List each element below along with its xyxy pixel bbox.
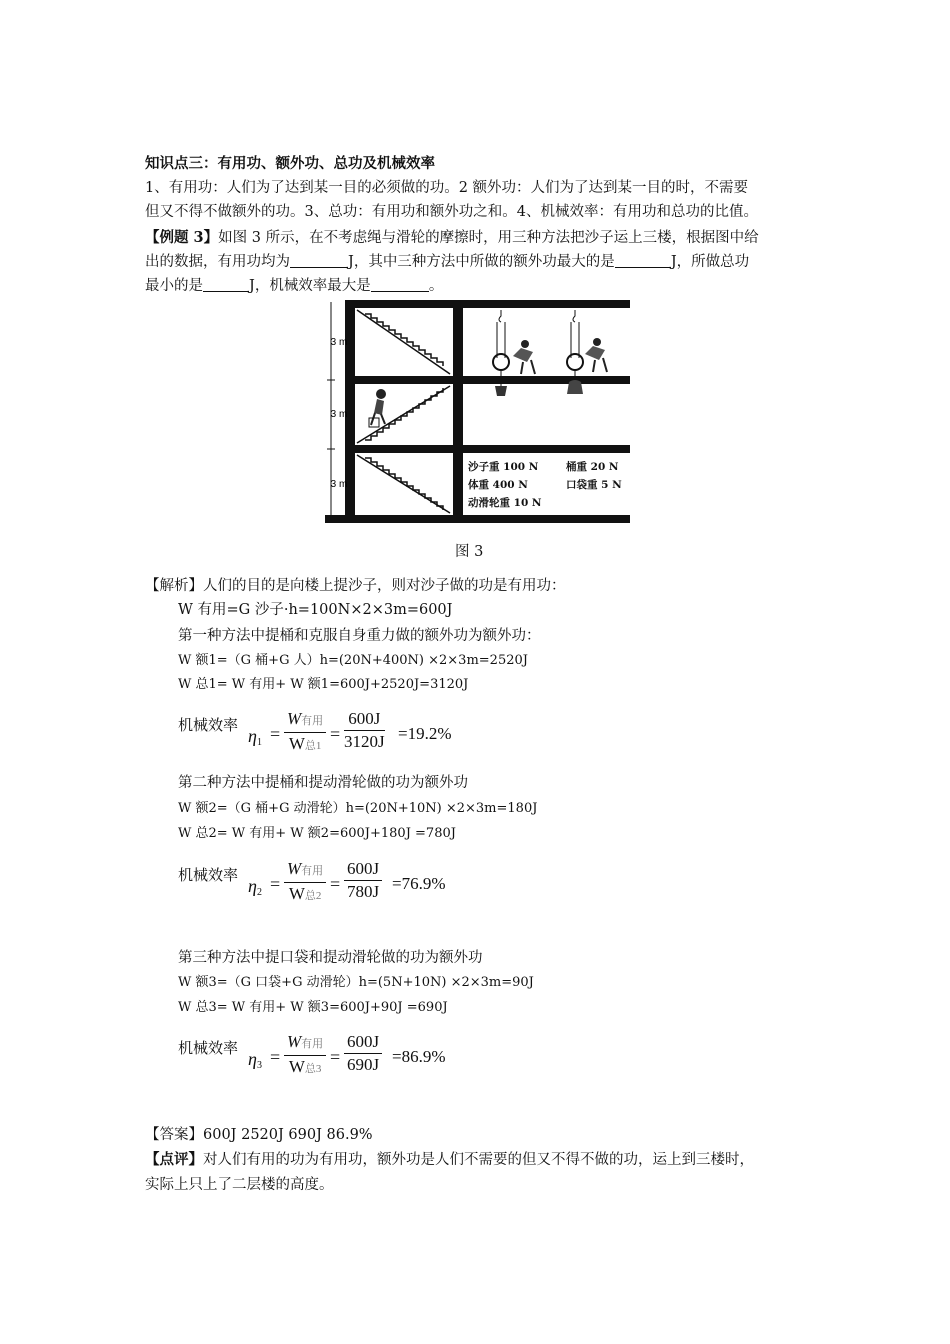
- method-2-extra-work: W 额2=（G 桶+G 动滑轮）h=(20N+10N) ×2×3m=180J: [178, 801, 538, 816]
- floor-3: [345, 376, 630, 384]
- method-1-title: 第一种方法中提桶和克服自身重力做的额外功为额外功：: [178, 628, 541, 644]
- example-line-1: 【例题 3】如图 3 所示，在不考虑绳与滑轮的摩擦时，用三种方法把沙子运上三楼，根据图中给: [145, 229, 759, 246]
- comment-line-1: 【点评】对人们有用的功为有用功，额外功是人们不需要的但又不得不做的功，运上到三楼时，: [145, 1151, 754, 1168]
- answer-line: [145, 1124, 373, 1146]
- efficiency-result-1: =19.2%: [398, 724, 452, 743]
- answer-text: 600J 2520J 690J 86.9%: [203, 1127, 373, 1143]
- comment-tag: 【点评】: [145, 1151, 203, 1168]
- floor-top: [345, 300, 630, 308]
- answer-blank-3: [203, 277, 249, 292]
- method-1-total-work: W 总1= W 有用+ W 额1=600J+2520J=3120J: [178, 677, 469, 692]
- figure-caption: 图 3: [455, 544, 484, 560]
- definition-line-2: 但又不得不做额外的功。3、总功：有用功和额外功之和。4、机械效率：有用功和总功的比值。: [145, 204, 758, 220]
- label-sand-weight: 沙子重 100 N: [468, 461, 539, 473]
- method-3-title: 第三种方法中提口袋和提动滑轮做的功为额外功: [178, 950, 483, 966]
- answer-blank-1: [290, 253, 348, 268]
- answer-blank-2: [615, 253, 671, 268]
- method-2-title: 第二种方法中提桶和提动滑轮做的功为额外功: [178, 775, 468, 791]
- method-1-extra-work: W 额1=（G 桶+G 人）h=(20N+400N) ×2×3m=2520J: [178, 653, 528, 668]
- efficiency-equation-1: 机械效率 η1 = W有用 W总1 = $\frac{600J}{3120J}$ =19.2%: [178, 709, 452, 753]
- person-climbing-figure: [369, 389, 386, 427]
- floor-height-label-1: 3 m: [330, 337, 348, 348]
- answer-blank-4: [371, 277, 429, 292]
- efficiency-result-3: =86.9%: [392, 1047, 446, 1066]
- method-3-extra-work: W 额3=（G 口袋+G 动滑轮）h=(5N+10N) ×2×3m=90J: [178, 975, 534, 990]
- label-pulley-weight: 动滑轮重 10 N: [468, 497, 542, 509]
- method-2-total-work: W 总2= W 有用+ W 额2=600J+180J =780J: [178, 826, 456, 841]
- floor-ground: [325, 515, 630, 523]
- stairs-lower: [357, 455, 450, 513]
- answer-tag: 【答案】: [145, 1127, 203, 1143]
- column-right: [453, 300, 463, 523]
- floor-height-label-3: 3 m: [330, 479, 348, 490]
- useful-work-formula: W 有用=G 沙子·h=100N×2×3m=600J: [178, 602, 453, 618]
- floor-height-label-2: 3 m: [330, 409, 348, 420]
- efficiency-result-2: =76.9%: [392, 874, 446, 893]
- example-tag: 【例题 3】: [145, 229, 219, 246]
- method-3-total-work: W 总3= W 有用+ W 额3=600J+90J =690J: [178, 1000, 448, 1015]
- comment-line-2: 实际上只上了二层楼的高度。: [145, 1177, 334, 1193]
- label-body-weight: 体重 400 N: [468, 479, 528, 491]
- section-heading: 知识点三：有用功、额外功、总功及机械效率: [145, 155, 435, 172]
- efficiency-equation-2: 机械效率 η2 = W有用 W总2 = $\frac{600J}{780J}$ =76.9%: [178, 859, 446, 903]
- label-bag-weight: 口袋重 5 N: [566, 479, 622, 491]
- analysis-intro: 【解析】人们的目的是向楼上提沙子，则对沙子做的功是有用功：: [145, 578, 566, 594]
- label-bucket-weight: 桶重 20 N: [566, 461, 619, 473]
- analysis-tag: 【解析】: [145, 578, 203, 594]
- example-line-3: 最小的是 J，机械效率最大是 。: [145, 278, 444, 294]
- efficiency-equation-3: 机械效率 η3 = W有用 W总3 = $\frac{600J}{690J}$ =86.9%: [178, 1032, 446, 1076]
- definition-line-1: 1、有用功：人们为了达到某一目的必须做的功。2 额外功：人们为了达到某一目的时，不需要: [145, 180, 749, 196]
- stairs-middle: [357, 386, 450, 443]
- stairs-upper: [357, 310, 450, 374]
- building-pulley-figure: [325, 300, 630, 525]
- example-line-2: 出的数据，有用功均为 J，其中三种方法中所做的额外功最大的是 J，所做总功: [145, 254, 750, 270]
- floor-2: [345, 445, 630, 453]
